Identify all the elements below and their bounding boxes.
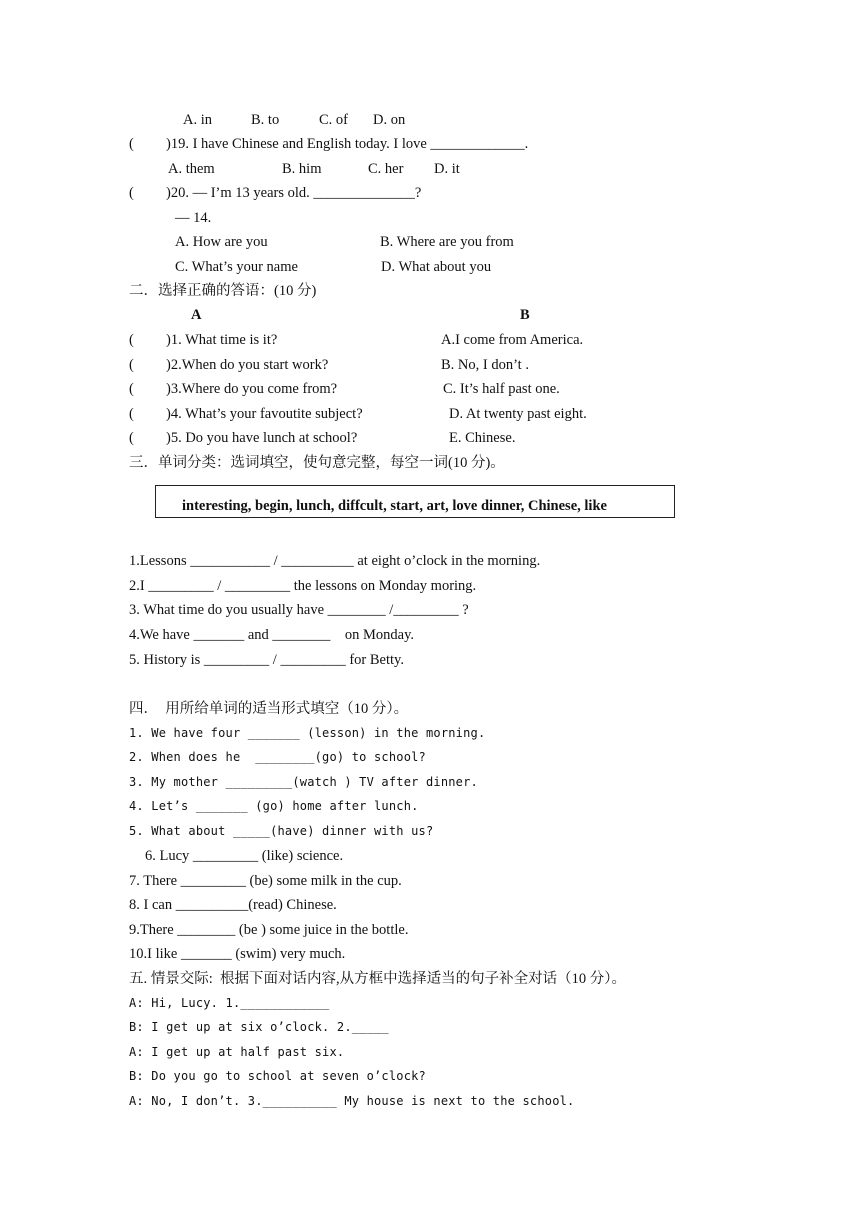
section2-row-3-paren: ( [129, 381, 134, 397]
section2-row-5-question: )5. Do you have lunch at school? [166, 430, 358, 446]
q20-option-c: C. What’s your name [175, 259, 298, 275]
section4-item-7: 7. There _________ (be) some milk in the cup. [129, 873, 402, 889]
section2-row-5-answer: E. Chinese. [449, 430, 516, 446]
section2-row-1-paren: ( [129, 332, 134, 348]
section2-row-4-question: )4. What’s your favoutite subject? [166, 406, 363, 422]
section2-row-2-paren: ( [129, 357, 134, 373]
q18-option-a: A. in [183, 112, 212, 128]
q20-option-b: B. Where are you from [380, 234, 514, 250]
section2-row-2-question: )2.When do you start work? [166, 357, 329, 373]
section4-item-10: 10.I like _______ (swim) very much. [129, 946, 346, 962]
q19-option-a: A. them [168, 161, 215, 177]
section2-row-4-answer: D. At twenty past eight. [449, 406, 587, 422]
q19-option-b: B. him [282, 161, 322, 177]
section4-item-9: 9.There ________ (be ) some juice in the bottle. [129, 922, 409, 938]
section2-row-3-question: )3.Where do you come from? [166, 381, 338, 397]
dialog-line-3: A: I get up at half past six. [129, 1045, 345, 1059]
section3-item-5: 5. History is _________ / _________ for Betty. [129, 652, 404, 668]
q18-option-d: D. on [373, 112, 406, 128]
section4-item-8: 8. I can __________(read) Chinese. [129, 897, 337, 913]
section4-item-5: 5. What about _____(have) dinner with us? [129, 824, 434, 838]
section3-item-1: 1.Lessons ___________ / __________ at eight o’clock in the morning. [129, 553, 541, 569]
section2-row-3-answer: C. It’s half past one. [443, 381, 560, 397]
dialog-line-4: B: Do you go to school at seven o’clock? [129, 1069, 426, 1083]
section5-title: 五. 情景交际: 根据下面对话内容,从方框中选择适当的句子补全对话（10 分）。 [129, 971, 627, 987]
q18-option-c: C. of [319, 112, 348, 128]
q19-option-c: C. her [368, 161, 404, 177]
word-bank-text: interesting, begin, lunch, diffcult, start, art, love dinner, Chinese, like [182, 498, 607, 514]
q20-stem: )20. — I’m 13 years old. ______________? [166, 185, 422, 201]
section3-item-3: 3. What time do you usually have ________ /_________ ? [129, 602, 469, 618]
section2-row-1-question: )1. What time is it? [166, 332, 278, 348]
section2-column-a: A [191, 307, 202, 323]
section4-title: 四． 用所给单词的适当形式填空（10 分）。 [129, 701, 409, 717]
section3-title: 三．单词分类：选词填空，使句意完整，每空一词(10 分)。 [129, 455, 505, 471]
section4-item-6: 6. Lucy _________ (like) science. [145, 848, 344, 864]
dialog-line-2: B: I get up at six o’clock. 2._____ [129, 1020, 389, 1034]
section2-title: 二．选择正确的答语：(10 分) [129, 283, 317, 299]
section2-row-5-paren: ( [129, 430, 134, 446]
word-bank-box [155, 485, 675, 518]
section4-item-1: 1. We have four _______ (lesson) in the morning. [129, 726, 486, 740]
section3-item-4: 4.We have _______ and ________ on Monday. [129, 627, 415, 643]
q19-option-d: D. it [434, 161, 460, 177]
section2-column-b: B [520, 307, 530, 323]
section3-item-2: 2.I _________ / _________ the lessons on Monday moring. [129, 578, 477, 594]
section4-item-3: 3. My mother _________(watch ) TV after dinner. [129, 775, 478, 789]
section4-item-2: 2. When does he ________(go) to school? [129, 750, 426, 764]
q20-answer: — 14. [175, 210, 212, 226]
q19-paren: ( [129, 136, 134, 152]
q18-option-b: B. to [251, 112, 280, 128]
dialog-line-5: A: No, I don’t. 3.__________ My house is next to the school. [129, 1094, 575, 1108]
section2-row-4-paren: ( [129, 406, 134, 422]
q20-paren: ( [129, 185, 134, 201]
section4-item-4: 4. Let’s _______ (go) home after lunch. [129, 799, 419, 813]
dialog-line-1: A: Hi, Lucy. 1.____________ [129, 996, 330, 1010]
q20-option-d: D. What about you [381, 259, 492, 275]
section2-row-2-answer: B. No, I don’t . [441, 357, 529, 373]
q19-stem: )19. I have Chinese and English today. I love _____________. [166, 136, 529, 152]
q20-option-a: A. How are you [175, 234, 268, 250]
section2-row-1-answer: A.I come from America. [441, 332, 584, 348]
